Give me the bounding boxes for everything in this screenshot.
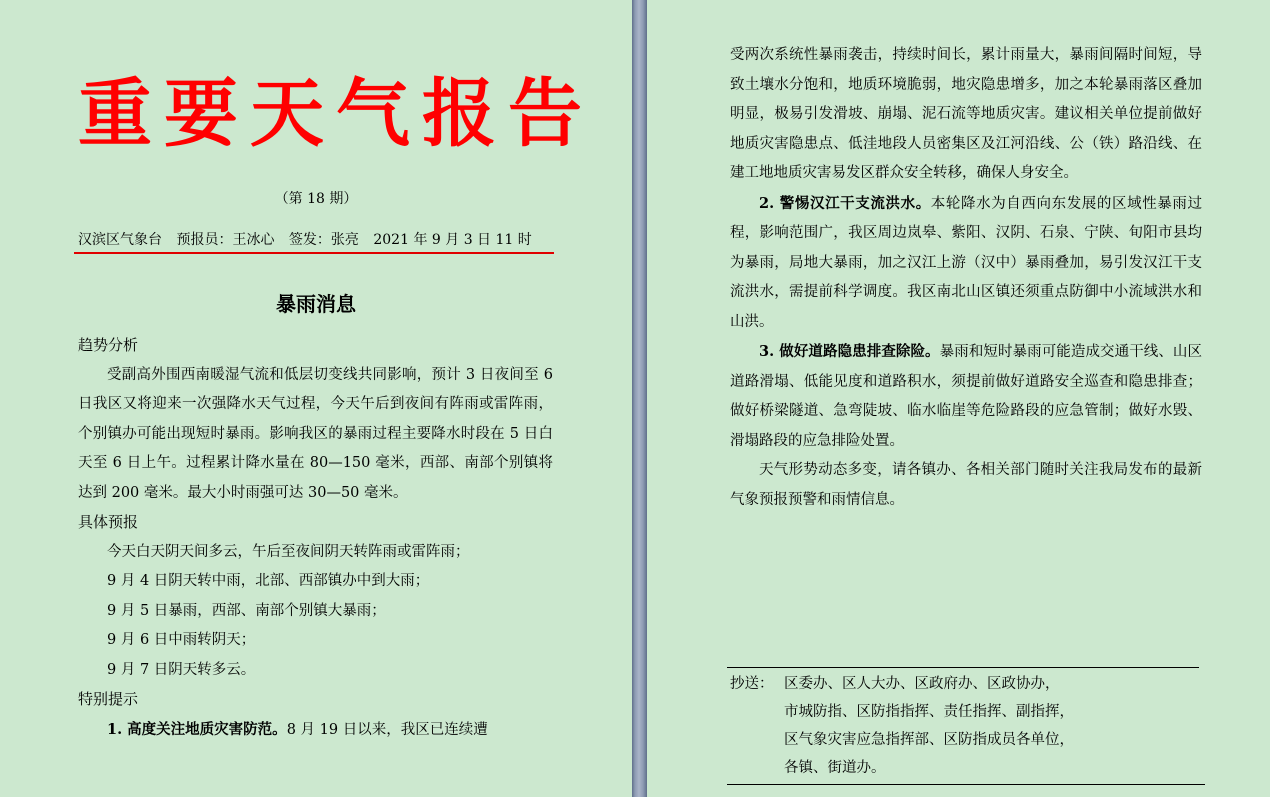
forecast-item: 今天白天阴天间多云，午后至夜间阴天转阵雨或雷阵雨； <box>107 543 470 560</box>
closing-note: 天气形势动态多变，请各镇办、各相关部门随时关注我局发布的最新气象预报预警和雨情信息。 <box>730 462 1202 508</box>
byline-forecaster: 预报员：王冰心 <box>176 232 275 248</box>
tip-1-start-text: 8 月 19 日以来，我区已连续遭 <box>286 721 488 738</box>
byline <box>78 229 558 249</box>
forecast-item: 9 月 6 日中雨转阴天； <box>107 632 256 648</box>
tip-1-continued: 受两次系统性暴雨袭击，持续时间长，累计雨量大，暴雨间隔时间短，导致土壤水分饱和，地质环境脆弱，地灾隐患增多，加之本轮暴雨落区叠加明显，极易引发滑坡、崩塌、泥石流等地质灾害。建议相关单位提前做好地质灾害隐患点、低洼地段人员密集区及江河沿线、公（铁）路沿线、在建工地地质灾害易发区群众安全转移，确保人身安全。 <box>730 47 1202 181</box>
cc-divider-top <box>727 667 1199 668</box>
cc-line: 市城防指、区防指指挥、责任指挥、副指挥， <box>784 704 1074 720</box>
red-divider <box>74 252 554 254</box>
page-gutter <box>632 0 647 797</box>
document-page-right <box>647 0 1270 797</box>
byline-date: 2021 年 9 月 3 日 11 时 <box>373 232 532 248</box>
report-body-left <box>78 331 553 745</box>
report-body-right <box>730 41 1202 515</box>
tip-1-start <box>78 715 553 746</box>
trend-body: 受副高外围西南暖湿气流和低层切变线共同影响，预计 3 日夜间至 6 日我区又将迎来一次强降水天气过程，今天午后到夜间有阵雨或雷阵雨，个别镇办可能出现短时暴雨。影响我区的暴雨过程主要降水时段在 5 日白天至 6 日上午。过程累计降水量在 80—150 毫米，西部、南部个别镇将达到 200 毫米。最大小时雨强可达 30—50 毫米。 <box>78 366 553 501</box>
tip-2 <box>730 189 1202 338</box>
forecast-item: 9 月 4 日阴天转中雨，北部、西部镇办中到大雨； <box>107 573 430 589</box>
forecast-heading: 具体预报 <box>78 513 139 531</box>
tip-3 <box>730 337 1202 456</box>
report-title: 暴雨消息 <box>276 292 356 316</box>
tip-2-body: 本轮降水为自西向东发展的区域性暴雨过程，影响范围广，我区周边岚皋、紫阳、汉阴、石泉、宁陕、旬阳市县均为暴雨，局地大暴雨，加之汉江上游（汉中）暴雨叠加，易引发汉江干支流洪水，需提前科学调度。我区南北山区镇还须重点防御中小流域洪水和山洪。 <box>730 195 1203 330</box>
document-page-left <box>0 0 632 797</box>
tips-heading: 特别提示 <box>78 690 139 708</box>
cc-divider-bottom <box>727 784 1205 785</box>
forecast-item: 9 月 7 日阴天转多云。 <box>107 661 256 678</box>
tip-1-title: 1. 高度关注地质灾害防范。 <box>107 720 287 738</box>
tip-3-title: 3. 做好道路隐患排查除险。 <box>759 343 940 360</box>
masthead-title: 重要天气报告 <box>78 71 594 157</box>
trend-heading: 趋势分析 <box>78 336 139 354</box>
tip-2-title: 2. 警惕汉江干支流洪水。 <box>759 194 931 212</box>
tip-3-body: 暴雨和短时暴雨可能造成交通干线、山区道路滑塌、低能见度和道路积水，须提前做好道路安全巡查和隐患排查；做好桥梁隧道、急弯陡坡、临水临崖等危险路段的应急管制；做好水毁、滑塌路段的应急排险处置。 <box>730 344 1203 449</box>
cc-line: 各镇、街道办。 <box>784 760 886 776</box>
cc-label: 抄送： <box>730 676 774 692</box>
cc-list <box>730 670 1074 782</box>
cc-line: 区气象灾害应急指挥部、区防指成员各单位， <box>784 732 1074 748</box>
issue-number: （第 18 期） <box>274 191 358 207</box>
cc-line: 区委办、区人大办、区政府办、区政协办， <box>784 676 1060 692</box>
forecast-item: 9 月 5 日暴雨，西部、南部个别镇大暴雨； <box>107 602 386 619</box>
byline-signer: 签发：张亮 <box>288 232 359 248</box>
byline-station: 汉滨区气象台 <box>78 232 162 248</box>
